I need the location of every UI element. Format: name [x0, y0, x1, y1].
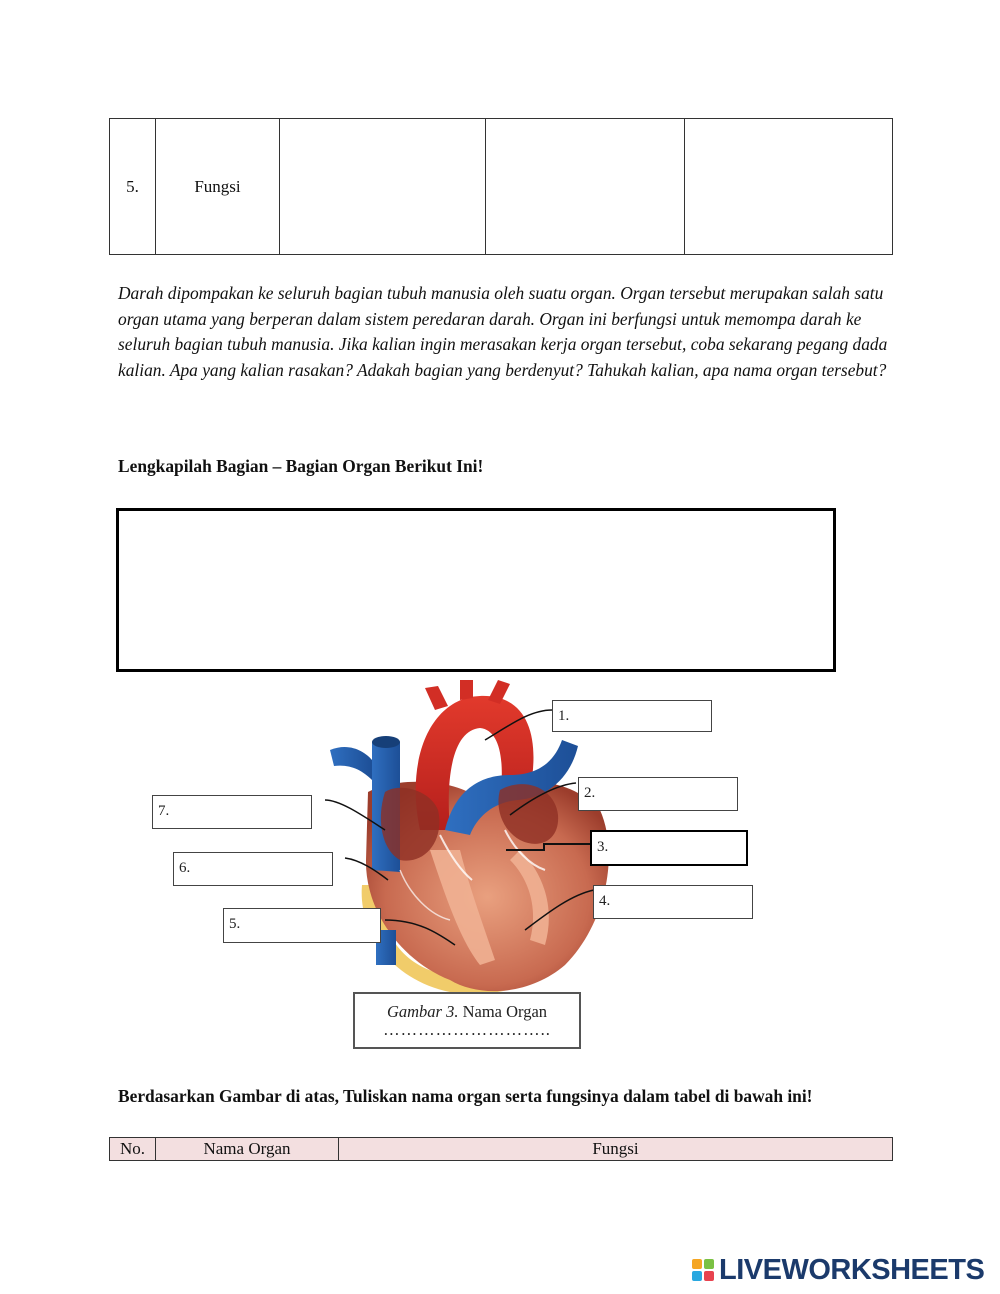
organ-function-table: [109, 1137, 893, 1161]
header-no: No.: [110, 1138, 156, 1161]
answer-cell[interactable]: [280, 119, 486, 255]
heart-label-2[interactable]: 2.: [578, 777, 738, 811]
heart-label-4[interactable]: 4.: [593, 885, 753, 919]
caption-dots: ………………………..: [383, 1020, 551, 1039]
heart-figure: [100, 680, 900, 1060]
answer-cell[interactable]: [486, 119, 685, 255]
table-row: [110, 119, 893, 255]
caption-text: Nama Organ: [462, 1002, 548, 1021]
function-row-table: [109, 118, 893, 255]
heart-label-1[interactable]: 1.: [552, 700, 712, 732]
caption-prefix: Gambar 3.: [386, 1002, 459, 1021]
header-organ-name: Nama Organ: [156, 1138, 339, 1161]
row-number: 5.: [110, 119, 156, 255]
answer-input-box[interactable]: [116, 508, 836, 672]
heart-label-7[interactable]: 7.: [152, 795, 312, 829]
heart-label-3[interactable]: 3.: [590, 830, 748, 866]
instruction-text: Berdasarkan Gambar di atas, Tuliskan nama organ serta fungsinya dalam tabel di bawah ini!: [118, 1086, 813, 1106]
header-function: Fungsi: [339, 1138, 893, 1161]
logo-text: LIVEWORKSHEETS: [719, 1253, 985, 1286]
logo-grid-icon: [692, 1259, 714, 1281]
answer-cell[interactable]: [685, 119, 893, 255]
liveworksheets-logo: [692, 1252, 984, 1288]
heart-label-6[interactable]: 6.: [173, 852, 333, 886]
figure-caption: [353, 992, 581, 1049]
row-label: Fungsi: [156, 119, 280, 255]
section-heading: Lengkapilah Bagian – Bagian Organ Berikut Ini!: [118, 456, 484, 476]
intro-paragraph: Darah dipompakan ke seluruh bagian tubuh manusia oleh suatu organ. Organ tersebut merupakan salah satu organ utama yang berperan dalam sistem peredaran darah. Organ ini berfungsi untuk memompa darah ke seluruh bagian tubuh manusia. Jika kalian ingin merasakan kerja organ tersebut, coba sekarang pegang dada kalian. Apa yang kalian rasakan? Adakah bagian yang berdenyut? Tahukah kalian, apa nama organ tersebut?: [118, 283, 888, 380]
table-header-row: [110, 1138, 893, 1161]
heart-label-5[interactable]: 5.: [223, 908, 381, 943]
